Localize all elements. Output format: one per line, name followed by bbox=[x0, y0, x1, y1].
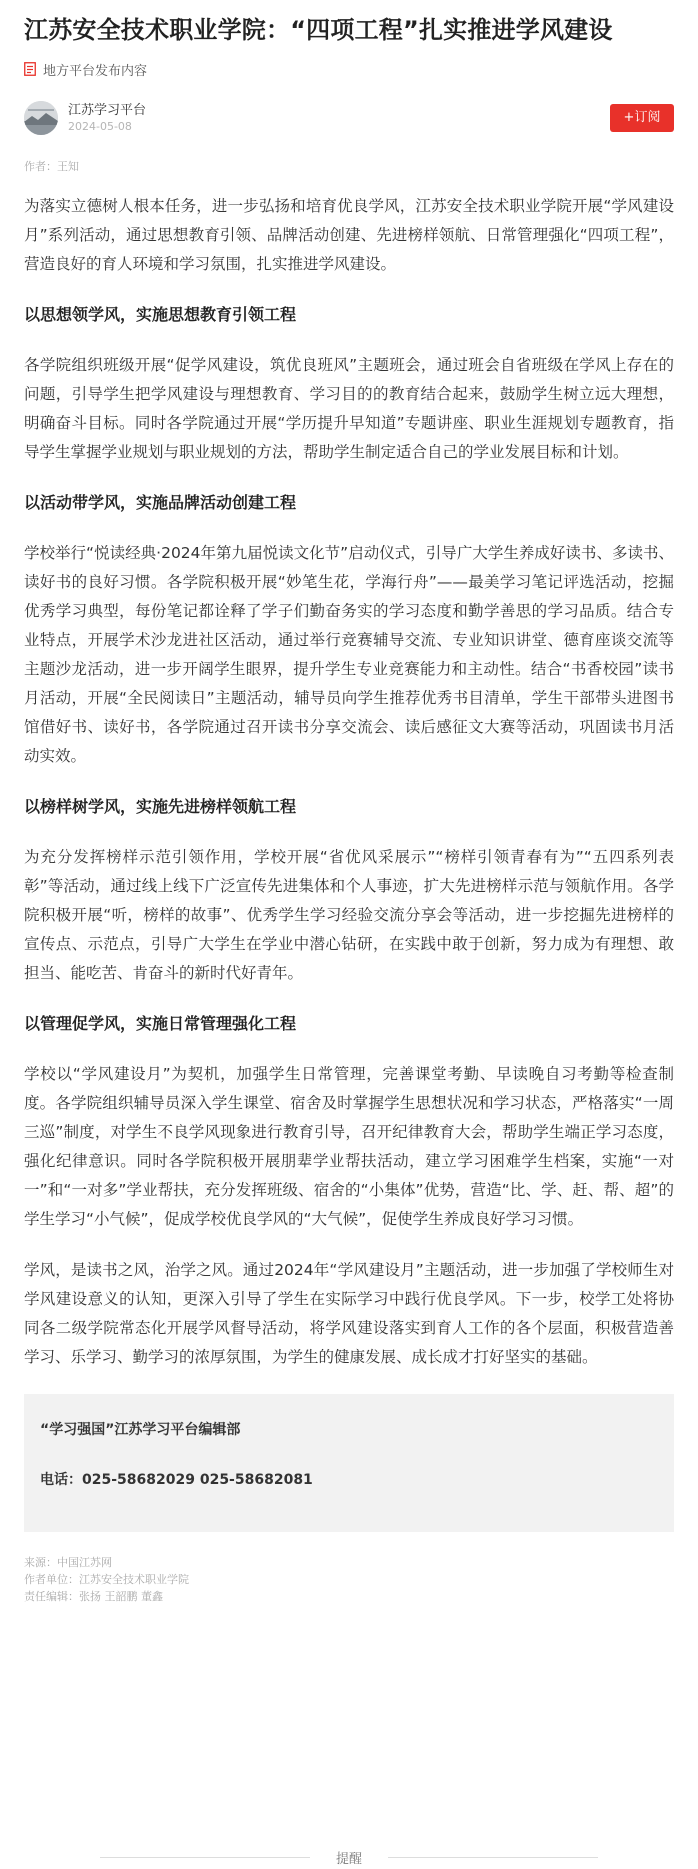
author-line: 作者：王知 bbox=[24, 160, 79, 173]
divider-line-right bbox=[388, 1857, 598, 1858]
meta-author-unit: 作者单位：江苏安全技术职业学院 bbox=[24, 1573, 189, 1586]
meta-source: 来源：中国江苏网 bbox=[24, 1556, 112, 1569]
article-meta bbox=[24, 1554, 674, 1605]
article-title: 江苏安全技术职业学院：“四项工程”扎实推进学风建设 bbox=[24, 16, 613, 44]
paragraph-conclusion: 学风，是读书之风，治学之风。通过2024年“学风建设月”主题活动，进一步加强了学校师生对学风建设意义的认知，更深入引导了学生在实际学习中践行优良学风。下一步，校学工处将协同各二级学院常态化开展学风督导活动，将学风建设落实到育人工作的各个层面，积极营造善学习、乐学习、勤学习的浓厚氛围，为学生的健康发展、成长成才打好坚实的基础。 bbox=[24, 1261, 674, 1366]
subscribe-button[interactable]: +订阅 bbox=[610, 104, 674, 132]
paragraph-role-models: 为充分发挥榜样示范引领作用，学校开展“省优风采展示”“榜样引领青春有为”“五四系列表彰”等活动，通过线上线下广泛宣传先进集体和个人事迹，扩大先进榜样示范与领航作用。各学院积极开展“听，榜样的故事”、优秀学生学习经验交流分享会等活动，进一步挖掘先进榜样的宣传点、示范点，引导广大学生在学业中潜心钻研，在实践中敢于创新，努力成为有理想、敢担当、能吃苦、肯奋斗的新时代好青年。 bbox=[24, 848, 674, 982]
section-heading-role-models: 以榜样树学风，实施先进榜样领航工程 bbox=[24, 797, 297, 816]
document-icon bbox=[24, 62, 36, 76]
section-heading-management: 以管理促学风，实施日常管理强化工程 bbox=[24, 1014, 297, 1033]
section-heading-ideology: 以思想领学风，实施思想教育引领工程 bbox=[24, 305, 297, 324]
origin-row bbox=[24, 60, 674, 78]
editorial-contact-box bbox=[24, 1394, 674, 1532]
publish-date: 2024-05-08 bbox=[68, 119, 132, 133]
publisher-info bbox=[68, 102, 610, 135]
publisher-row bbox=[24, 100, 674, 136]
section-heading-activities: 以活动带学风，实施品牌活动创建工程 bbox=[24, 493, 297, 512]
article-body bbox=[24, 192, 674, 1372]
editorial-phone: 电话：025-58682029 025-58682081 bbox=[40, 1472, 313, 1488]
paragraph-intro: 为落实立德树人根本任务，进一步弘扬和培育优良学风，江苏安全技术职业学院开展“学风建设月”系列活动，通过思想教育引领、品牌活动创建、先进榜样领航、日常管理强化“四项工程”，营造良好的育人环境和学习氛围，扎实推进学风建设。 bbox=[24, 197, 674, 273]
avatar[interactable] bbox=[24, 101, 58, 135]
editorial-org: “学习强国”江苏学习平台编辑部 bbox=[40, 1422, 241, 1438]
reminder-label: 提醒 bbox=[335, 1852, 362, 1867]
meta-editor: 责任编辑：张扬 王韶鹏 董鑫 bbox=[24, 1590, 163, 1603]
publisher-name[interactable]: 江苏学习平台 bbox=[68, 102, 147, 118]
origin-label: 地方平台发布内容 bbox=[43, 63, 148, 79]
paragraph-activities: 学校举行“悦读经典·2024年第九届悦读文化节”启动仪式，引导广大学生养成好读书、多读书、读好书的良好习惯。各学院积极开展“妙笔生花，学海行舟”——最美学习笔记评选活动，挖掘优秀学习典型，每份笔记都诠释了学子们勤奋务实的学习态度和勤学善思的学习品质。结合专业特点，开展学术沙龙进社区活动，通过举行竞赛辅导交流、专业知识讲堂、德育座谈交流等主题沙龙活动，进一步开阔学生眼界，提升学生专业竞赛能力和主动性。结合“书香校园”读书月活动，开展“全民阅读日”主题活动，辅导员向学生推荐优秀书目清单，学生干部带头进图书馆借好书、读好书，各学院通过召开读书分享交流会、读后感征文大赛等活动，巩固读书月活动实效。 bbox=[24, 544, 674, 765]
paragraph-ideology: 各学院组织班级开展“促学风建设，筑优良班风”主题班会，通过班会自省班级在学风上存在的问题，引导学生把学风建设与理想教育、学习目的的教育结合起来，鼓励学生树立远大理想，明确奋斗目标。同时各学院通过开展“学历提升早知道”专题讲座、职业生涯规划专题教育，指导学生掌握学业规划与职业规划的方法，帮助学生制定适合自己的学业发展目标和计划。 bbox=[24, 356, 674, 461]
reminder-divider bbox=[0, 1848, 698, 1867]
paragraph-management: 学校以“学风建设月”为契机，加强学生日常管理，完善课堂考勤、早读晚自习考勤等检查制度。各学院组织辅导员深入学生课堂、宿舍及时掌握学生思想状况和学习状态，严格落实“一周三巡”制度，对学生不良学风现象进行教育引导，召开纪律教育大会，帮助学生端正学习态度，强化纪律意识。同时各学院积极开展朋辈学业帮扶活动，建立学习困难学生档案，实施“一对一”和“一对多”学业帮扶，充分发挥班级、宿舍的“小集体”优势，营造“比、学、赶、帮、超”的学生学习“小气候”，促成学校优良学风的“大气候”，促使学生养成良好学习习惯。 bbox=[24, 1065, 674, 1228]
divider-line-left bbox=[100, 1857, 310, 1858]
